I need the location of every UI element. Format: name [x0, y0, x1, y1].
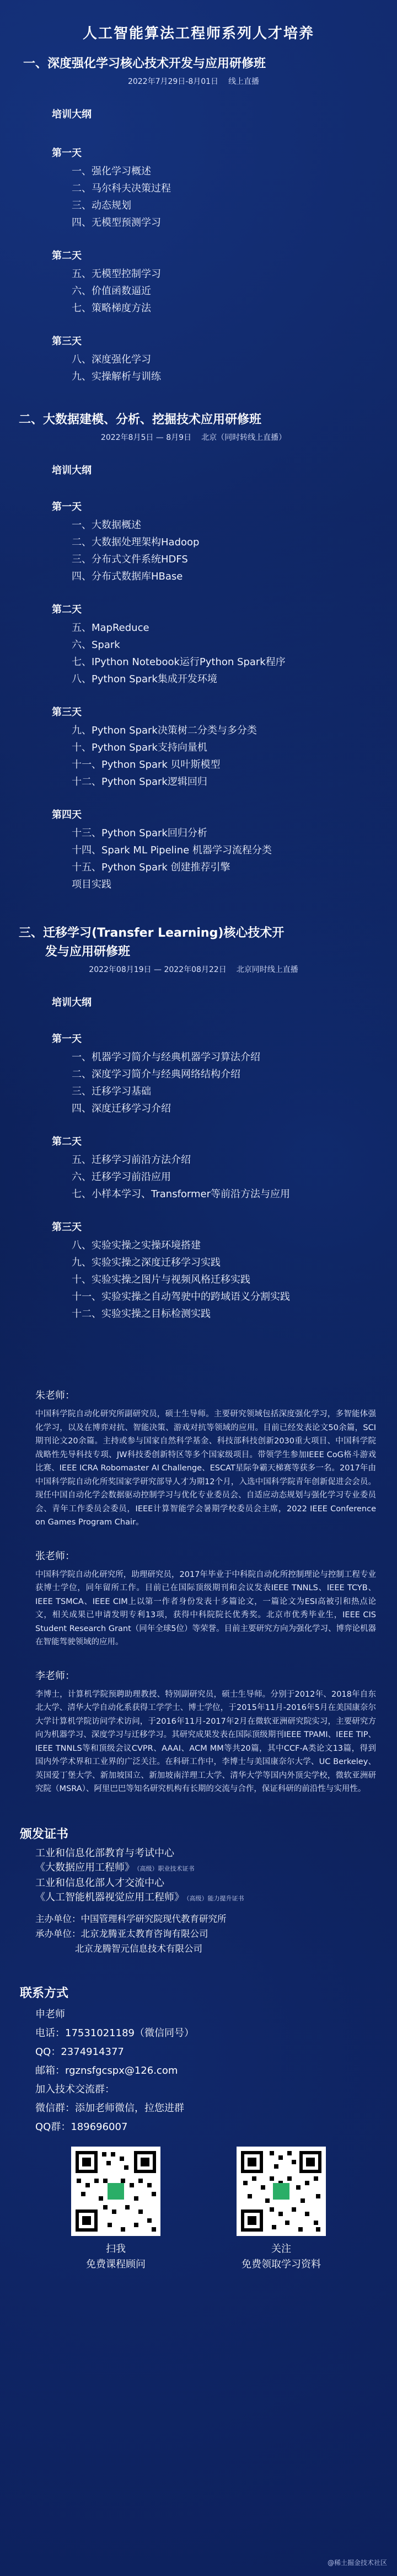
outline-item: 五、迁移学习前沿方法介绍	[72, 1154, 191, 1166]
outline-item: 一、大数据概述	[72, 519, 141, 531]
contact-email[interactable]: 邮箱：rgznsfgcspx@126.com	[35, 2064, 178, 2076]
outline-item: 四、深度迁移学习介绍	[72, 1103, 171, 1114]
section-title: 三、迁移学习(Transfer Learning)核心技术开	[19, 926, 285, 940]
course-section-1	[19, 55, 378, 385]
qr-pattern	[71, 2147, 160, 2236]
qr-caption-sub: 免费领取学习资料	[242, 2258, 321, 2270]
course-section-3	[19, 924, 378, 1322]
outline-item: 九、Python Spark决策树二分类与多分类	[72, 725, 257, 736]
section-meta	[19, 964, 378, 975]
qr-caption: 扫我	[106, 2243, 126, 2255]
outline-item: 十一、实验实操之自动驾驶中的跨域语义分割实践	[72, 1291, 290, 1303]
teacher-profile	[19, 1668, 378, 1796]
outline-item: 三、动态规划	[72, 200, 131, 211]
course-location: 线上直播	[228, 77, 260, 86]
outline-item: 二、深度学习简介与经典网络结构介绍	[72, 1069, 240, 1080]
outline-item: 五、MapReduce	[72, 622, 149, 634]
outline-item: 十、Python Spark支持向量机	[72, 742, 207, 753]
qq-group: QQ群：189696007	[35, 2121, 128, 2133]
certificate-title: 颁发证书	[20, 1827, 69, 1841]
section-title: 二、大数据建模、分析、挖掘技术应用研修班	[19, 413, 262, 427]
cert-name-text: 《大数据应用工程师》	[35, 1861, 135, 1873]
outline-item: 五、无模型控制学习	[72, 268, 161, 280]
page-title: 人工智能算法工程师系列人才培养	[82, 25, 314, 42]
cert-note: （高级）能力提升证书	[186, 1894, 244, 1902]
contact-block	[0, 1984, 397, 2272]
outline-item: 八、实验实操之实操环境搭建	[72, 1240, 201, 1251]
outline-item: 七、策略梯度方法	[72, 302, 151, 314]
day-label: 第一天	[52, 501, 82, 513]
outline-item: 十、实验实操之图片与视频风格迁移实践	[72, 1274, 250, 1286]
wechat-group: 微信群：添加老师微信，拉您进群	[35, 2102, 184, 2114]
course-location: 北京同时线上直播	[236, 965, 298, 974]
course-date: 2022年7月29日-8月01日	[127, 77, 219, 86]
outline-item: 十二、Python Spark逻辑回归	[72, 776, 207, 788]
outline-item: 十三、Python Spark回归分析	[72, 827, 207, 839]
section-title-cont: 发与应用研修班	[45, 945, 131, 959]
cert-name	[35, 1890, 397, 1906]
day-label: 第三天	[52, 336, 82, 347]
outline-item: 二、马尔科夫决策过程	[72, 183, 171, 194]
outline-item: 八、深度强化学习	[72, 354, 151, 365]
qr-caption: 关注	[271, 2243, 291, 2255]
organizer: 主办单位：中国管理科学研究院现代教育研究所	[35, 1913, 227, 1924]
outline-label: 培训大纲	[52, 109, 92, 120]
contact-phone: 电话：17531021189（微信同号）	[35, 2027, 194, 2039]
teacher-bio: 中国科学院自动化研究所，助理研究员，2017年毕业于中科院自动化所控制理论与控制工程专业获博士学位，同年留所工作。目前已在国际顶级期刊和会议发表IEEE TNNLS、IEEE TCYB、IEEE TSMCA、IEEE CIM上以第一作者身份发表十多篇论文，一篇论文为ESI高被引和热点论文，相关成果已申请发明专利13项，获得中科院院长优秀奖。北京市优秀毕业生，IEEE CIS Student Research Grant（同年全球5位）等荣誉。目前主要研究方向为强化学习、博弈论机器在智能驾驶领域的应用。	[35, 1570, 376, 1646]
day-label: 第二天	[52, 250, 82, 262]
contact-qq: QQ：2374914377	[35, 2046, 124, 2058]
outline-item: 三、迁移学习基础	[72, 1086, 151, 1097]
teacher-name: 朱老师：	[35, 1390, 75, 1401]
day-label: 第三天	[52, 1221, 82, 1233]
outline-item: 项目实践	[72, 879, 111, 890]
qr-row	[33, 2147, 364, 2272]
cert-name-text: 《人工智能机器视觉应用工程师》	[35, 1891, 184, 1903]
contact-title: 联系方式	[20, 1986, 69, 2000]
outline-item: 三、分布式文件系统HDFS	[72, 554, 188, 565]
outline-item: 六、Spark	[72, 639, 120, 651]
teacher-name: 张老师：	[35, 1550, 75, 1562]
qr-code-consultant[interactable]	[71, 2147, 160, 2236]
day-label: 第一天	[52, 147, 82, 159]
teacher-bio: 中国科学院自动化研究所副研究员，硕士生导师。主要研究领域包括深度强化学习，多智能体强化学习，以及在博弈对抗、智能决策、游戏对抗等领域的应用。目前已经发表论文50余篇，SCI期刊论文20余篇。主持或参与国家自然科学基金、科技部科技创新2030重大项目、中国科学院战略性先导科技专项、JW科技委创新特区等多个国家级项目。带领学生参加IEEE CoG格斗游戏比赛、IEEE ICRA Robomaster AI Challenge、ESCAT星际争霸天梯赛等获多一名。2017年由中国科学院自动化所奖国家学研究部导人才为期12个月，入选中国科学院青年创新促进会会员。现任中国自动化学会数据驱动控制学习与优化专业委员会、自适应动态规划与强化学习专业委员会、青年工作委员会委员，IEEE计算智能学会暑期学校委员会主席，2022 IEEE Conference on Games Program Chair。	[35, 1410, 376, 1527]
outline-item: 八、Python Spark集成开发环境	[72, 673, 217, 685]
co-organizer: 承办单位：北京龙腾亚太教育咨询有限公司	[35, 1928, 208, 1939]
outline-item: 四、无模型预测学习	[72, 217, 161, 229]
certificate-block	[0, 1825, 397, 1956]
cert-name	[35, 1861, 397, 1876]
outline-label: 培训大纲	[52, 465, 92, 476]
contact-person: 申老师	[35, 2008, 65, 2020]
day-label: 第一天	[52, 1033, 82, 1045]
course-section-2	[19, 411, 378, 893]
outline-item: 二、大数据处理架构Hadoop	[72, 537, 200, 548]
teacher-bio: 李博士，计算机学院预聘助理教授、特别副研究员，硕士生导师。分别于2012年、2018年自东北大学、清华大学自动化系获得工学学士、博士学位，于2015年11月-2016年5月在美国康奈尔大学计算机学院访问学术访问，于2016年11月-2017年2月在微软亚洲研究院实习，主要研究方向为机器学习、深度学习与迁移学习。其研究成果发表在国际顶级期刊IEEE TPAMI、IEEE TIP、IEEE TNNLS等和顶级会议CVPR、AAAI、ACM MM等共20篇，其中CCF-A类论文13篇，得到国内外学术界和工业界的广泛关注。在科研工作中，李博士与美国康奈尔大学、UC Berkeley、英国爱丁堡大学、新加坡国立、新加坡南洋理工大学、清华大学等国内外顶尖学校，微软亚洲研究院（MSRA）、阿里巴巴等知名研究机构有长期的交流与合作，保证科研的前沿性与实用性。	[35, 1690, 376, 1793]
outline-item: 十一、Python Spark 贝叶斯模型	[72, 759, 221, 771]
group-label: 加入技术交流群：	[35, 2083, 115, 2095]
day-label: 第四天	[52, 809, 82, 821]
outline-item: 九、实验实操之深度迁移学习实践	[72, 1257, 221, 1268]
outline-label: 培训大纲	[52, 997, 92, 1008]
watermark: @稀土掘金技术社区	[327, 2559, 387, 2567]
day-label: 第二天	[52, 1136, 82, 1148]
day-label: 第二天	[52, 604, 82, 615]
co-organizer-2: 北京龙腾智元信息技术有限公司	[75, 1943, 202, 1954]
outline-item: 六、迁移学习前沿应用	[72, 1171, 171, 1183]
qr-consultant	[63, 2147, 168, 2272]
teacher-profile	[19, 1388, 378, 1529]
day-label: 第三天	[52, 707, 82, 718]
cert-issuer: 工业和信息化部人才交流中心	[35, 1877, 164, 1889]
outline-item: 六、价值函数逼近	[72, 285, 151, 297]
qr-code-materials[interactable]	[237, 2147, 326, 2236]
outline-item: 十二、实验实操之目标检测实践	[72, 1308, 211, 1320]
teacher-name: 李老师：	[35, 1670, 75, 1682]
section-meta	[19, 76, 378, 87]
outline-item: 一、机器学习简介与经典机器学习算法介绍	[72, 1051, 260, 1063]
course-location: 北京（同时转线上直播）	[201, 433, 287, 442]
qr-materials	[229, 2147, 334, 2272]
course-date: 2022年08月19日 — 2022年08月22日	[89, 965, 227, 974]
outline-item: 四、分布式数据库HBase	[72, 571, 183, 582]
section-meta	[19, 432, 378, 443]
cert-issuer: 工业和信息化部教育与考试中心	[35, 1847, 174, 1859]
section-title: 一、深度强化学习核心技术开发与应用研修班	[23, 57, 266, 71]
outline-item: 一、强化学习概述	[72, 166, 151, 177]
cert-note: （高级）职业技术证书	[137, 1865, 195, 1872]
outline-item: 七、小样本学习、Transformer等前沿方法与应用	[72, 1188, 291, 1200]
outline-item: 十四、Spark ML Pipeline 机器学习流程分类	[72, 844, 272, 856]
teacher-profile	[19, 1548, 378, 1649]
qr-caption-sub: 免费课程顾问	[86, 2258, 146, 2270]
outline-item: 九、实操解析与训练	[72, 371, 161, 383]
course-date: 2022年8月5日 — 8月9日	[100, 433, 192, 442]
qr-pattern	[237, 2147, 326, 2236]
outline-item: 七、IPython Notebook运行Python Spark程序	[72, 656, 286, 668]
outline-item: 十五、Python Spark 创建推荐引擎	[72, 862, 230, 873]
